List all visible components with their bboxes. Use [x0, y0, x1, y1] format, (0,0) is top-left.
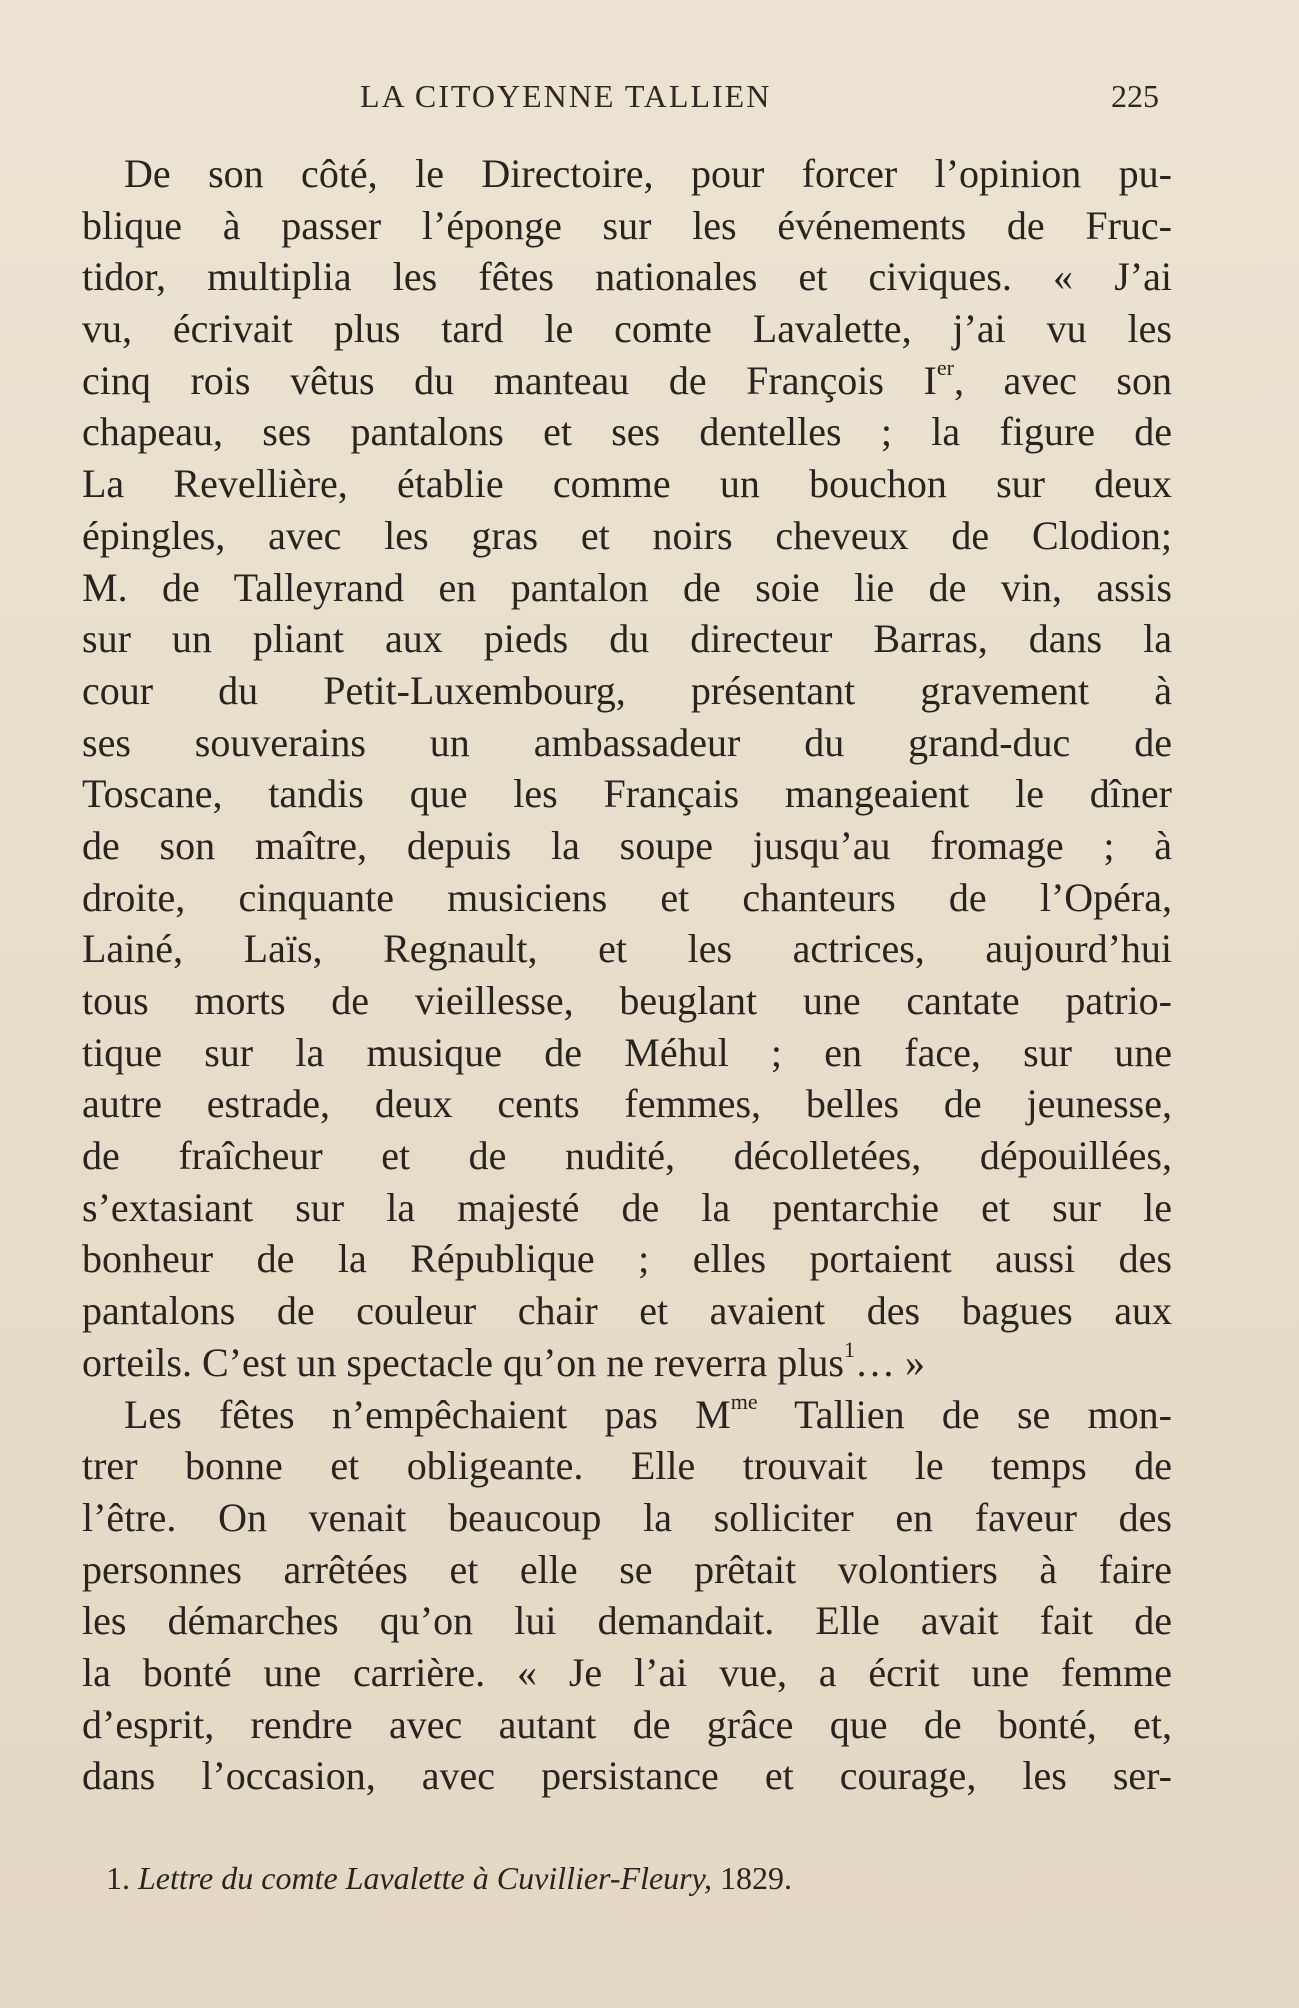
- text-line: La Revellière, établie comme un bouchon sur deux: [82, 461, 1172, 507]
- footnote-number: 1.: [106, 1860, 130, 1896]
- page-number: 225: [1111, 78, 1159, 114]
- footnote: [106, 1858, 1206, 1898]
- text-line: de son maître, depuis la soupe jusqu’au fromage ; à: [82, 822, 1172, 868]
- text-segment: Tallien de se mon-: [757, 1391, 1172, 1437]
- text-line: d’esprit, rendre avec autant de grâce que de bonté, et,: [82, 1701, 1172, 1747]
- text-line: dans l’occasion, avec persistance et courage, les ser-: [82, 1753, 1172, 1799]
- text-line: les démarches qu’on lui demandait. Elle avait fait de: [82, 1598, 1172, 1644]
- text-line: Lainé, Laïs, Regnault, et les actrices, aujourd’hui: [82, 926, 1172, 972]
- text-line: bonheur de la République ; elles portaient aussi des: [82, 1236, 1172, 1282]
- text-line: tique sur la musique de Méhul ; en face, sur une: [82, 1029, 1172, 1075]
- running-title: LA CITOYENNE TALLIEN: [360, 78, 772, 114]
- body-text: [82, 148, 1172, 1802]
- text-line: s’extasiant sur la majesté de la pentarchie et sur le: [82, 1184, 1172, 1230]
- text-line: autre estrade, deux cents femmes, belles de jeunesse,: [82, 1081, 1172, 1127]
- footnote-marker: 1: [843, 1337, 855, 1363]
- text-line: blique à passer l’éponge sur les événements de Fruc-: [82, 202, 1172, 248]
- text-segment: Les fêtes n’empêchaient pas M: [124, 1391, 731, 1437]
- text-segment: … »: [854, 1339, 925, 1385]
- text-line: chapeau, ses pantalons et ses dentelles ; la figure de: [82, 409, 1172, 455]
- running-head: [0, 78, 1299, 118]
- text-segment: orteils. C’est un spectacle qu’on ne reverra plus: [82, 1339, 844, 1385]
- text-line: de fraîcheur et de nudité, décolletées, dépouillées,: [82, 1133, 1172, 1179]
- text-line: cour du Petit-Luxembourg, présentant gravement à: [82, 667, 1172, 713]
- text-line: Toscane, tandis que les Français mangeaient le dîner: [82, 771, 1172, 817]
- text-line: trer bonne et obligeante. Elle trouvait le temps de: [82, 1443, 1172, 1489]
- text-line: tidor, multiplia les fêtes nationales et civiques. « J’ai: [82, 254, 1172, 300]
- text-line: l’être. On venait beaucoup la solliciter en faveur des: [82, 1494, 1172, 1540]
- text-line: droite, cinquante musiciens et chanteurs de l’Opéra,: [82, 874, 1172, 920]
- text-line: tous morts de vieillesse, beuglant une cantate patrio-: [82, 978, 1172, 1023]
- text-line: [82, 355, 1172, 407]
- text-line: épingles, avec les gras et noirs cheveux de Clodion;: [82, 512, 1172, 558]
- text-line: De son côté, le Directoire, pour forcer l’opinion pu-: [124, 151, 1172, 196]
- text-line: vu, écrivait plus tard le comte Lavalette, j’ai vu les: [82, 306, 1172, 352]
- text-line: personnes arrêtées et elle se prêtait volontiers à faire: [82, 1546, 1172, 1592]
- text-line: [82, 1337, 1172, 1389]
- text-line: pantalons de couleur chair et avaient des bagues aux: [82, 1288, 1172, 1334]
- footnote-year: 1829.: [720, 1860, 793, 1896]
- superscript: er: [936, 355, 954, 381]
- text-line: sur un pliant aux pieds du directeur Barras, dans la: [82, 616, 1172, 662]
- text-segment: cinq rois vêtus du manteau de François I: [82, 357, 937, 403]
- superscript: me: [730, 1389, 758, 1415]
- text-line: M. de Talleyrand en pantalon de soie lie de vin, assis: [82, 564, 1172, 610]
- text-line: ses souverains un ambassadeur du grand-duc de: [82, 719, 1172, 765]
- text-segment: , avec son: [953, 357, 1172, 403]
- footnote-citation: Lettre du comte Lavalette à Cuvillier-Fleury,: [138, 1860, 713, 1896]
- text-line: la bonté une carrière. « Je l’ai vue, a écrit une femme: [82, 1649, 1172, 1695]
- text-line: [82, 1389, 1172, 1441]
